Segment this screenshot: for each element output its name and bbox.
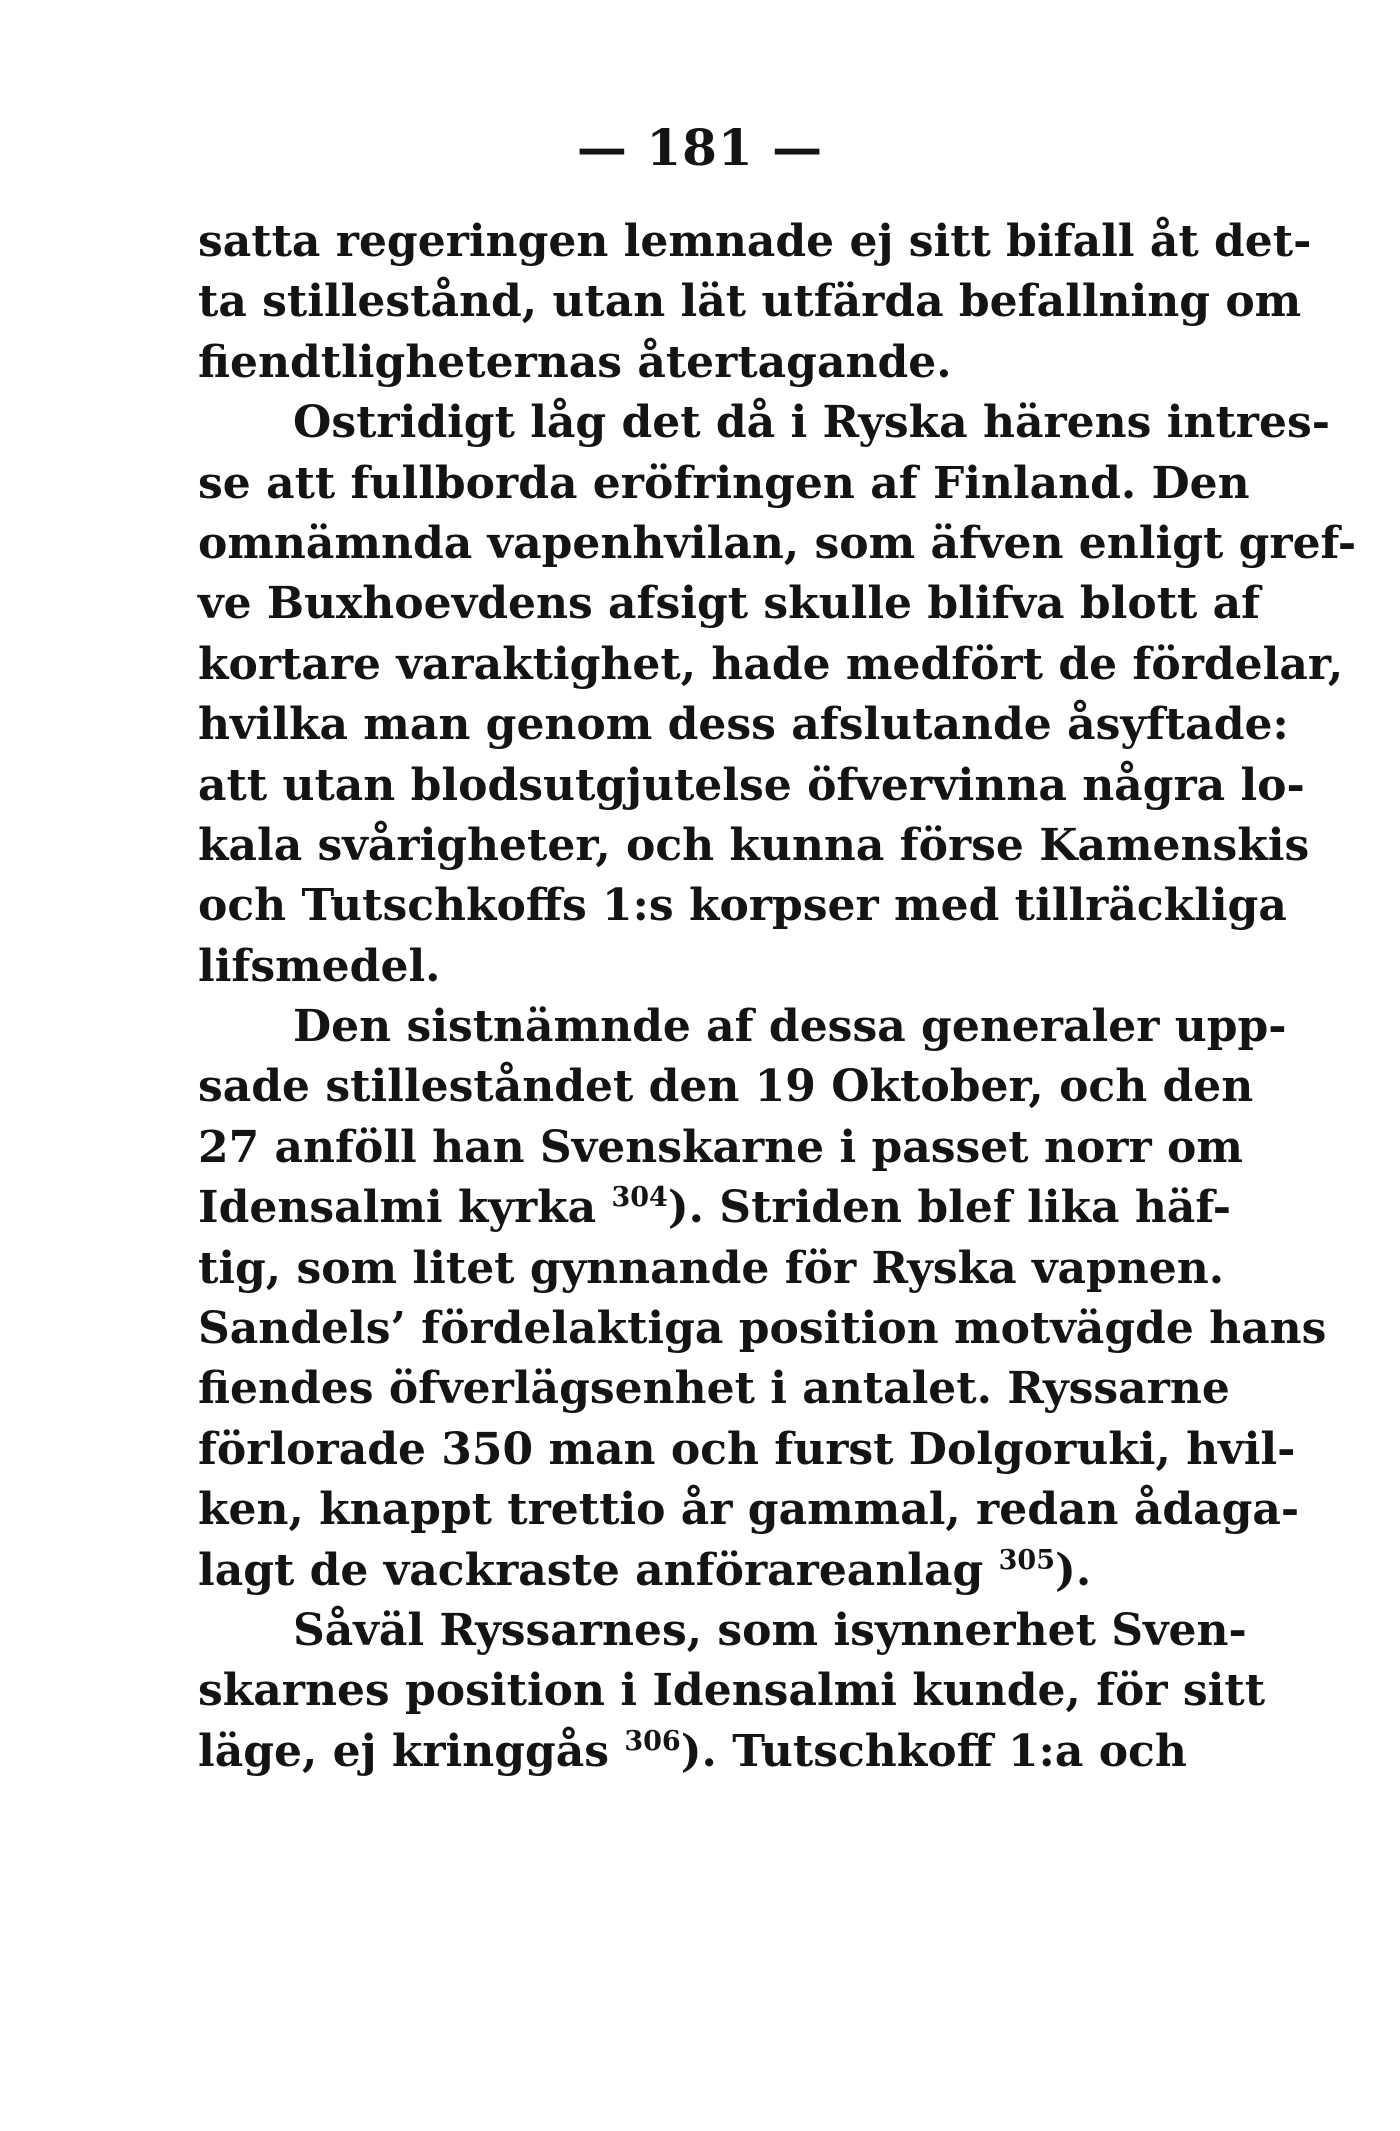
page-number-header: — 181 — <box>576 118 824 177</box>
text-line: tig, som litet gynnande för Ryska vapnen. <box>198 1242 1225 1294</box>
text-line: 27 anföll han Svenskarne i passet norr om <box>198 1121 1243 1173</box>
text-line: Den sistnämnde af dessa generaler upp- <box>293 1001 1287 1053</box>
footnote-marker: 305 <box>998 1544 1055 1576</box>
line-text: ). Striden blef lika häf- <box>667 1182 1231 1234</box>
paragraph-2 <box>198 393 1357 997</box>
text-line: Såväl Ryssarnes, som isynnerhet Sven- <box>293 1604 1247 1656</box>
paragraph-3 <box>198 997 1327 1601</box>
text-line: satta regeringen lemnade ej sitt bifall åt det- <box>198 216 1312 267</box>
text-line: kortare varaktighet, hade medfört de fördelar, <box>198 638 1344 690</box>
body-text <box>198 212 1357 1782</box>
text-line: omnämnda vapenhvilan, som äfven enligt gref- <box>198 517 1357 569</box>
text-line: sade stilleståndet den 19 Oktober, och den <box>198 1061 1254 1113</box>
text-line: lifsmedel. <box>198 940 441 992</box>
paragraph-4 <box>198 1601 1266 1782</box>
text-line: fiendes öfverlägsenhet i antalet. Ryssarne <box>198 1363 1230 1415</box>
text-line: och Tutschkoffs 1:s korpser med tillräckliga <box>198 880 1287 932</box>
text-line: Sandels’ fördelaktiga position motvägde hans <box>198 1303 1327 1355</box>
line-text: ). <box>1055 1544 1092 1596</box>
text-line: att utan blodsutgjutelse öfvervinna några lo- <box>198 759 1305 811</box>
text-line: kala svårigheter, och kunna förse Kamenskis <box>198 819 1310 871</box>
paragraph-1 <box>198 212 1312 393</box>
line-text: ). Tutschkoff 1:a och <box>680 1725 1187 1777</box>
text-line: se att fullborda eröfringen af Finland. Den <box>198 457 1250 509</box>
text-line: fiendtligheternas återtagande. <box>198 336 952 388</box>
text-line: skarnes position i Idensalmi kunde, för sitt <box>198 1665 1266 1717</box>
text-line: ta stillestånd, utan lät utfärda befallning om <box>198 276 1302 328</box>
text-line-with-footnote <box>198 1541 1124 1601</box>
text-line-with-footnote <box>198 1722 1187 1782</box>
line-text: läge, ej kringgås <box>198 1725 625 1777</box>
footnote-marker: 306 <box>624 1725 681 1757</box>
line-text: lagt de vackraste anförareanlag <box>198 1544 999 1596</box>
text-line: Ostridigt låg det då i Ryska härens intres- <box>293 397 1330 449</box>
text-line: ve Buxhoevdens afsigt skulle blifva blott af <box>198 578 1261 630</box>
text-line: hvilka man genom dess afslutande åsyftade: <box>198 699 1289 751</box>
footnote-marker: 304 <box>611 1182 668 1214</box>
text-line: ken, knappt trettio år gammal, redan ådaga- <box>198 1484 1300 1536</box>
text-line: förlorade 350 man och furst Dolgoruki, hvil- <box>198 1423 1296 1475</box>
line-text: Idensalmi kyrka <box>198 1182 612 1234</box>
text-line-with-footnote <box>198 1178 1231 1238</box>
